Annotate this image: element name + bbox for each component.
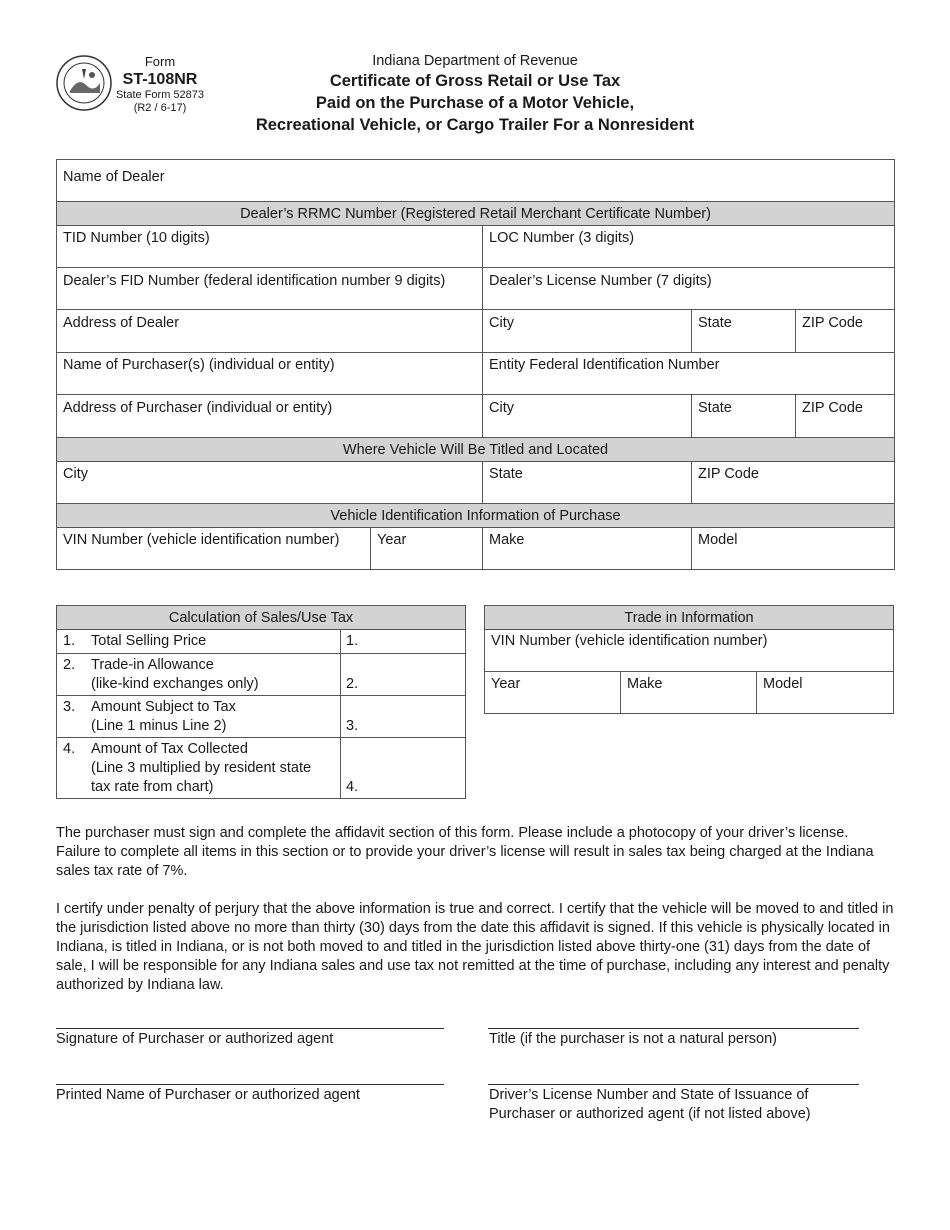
trade-make-field[interactable]: [620, 671, 757, 714]
dealer-state-label: State: [698, 315, 732, 331]
certification-paragraph: I certify under penalty of perjury that the above information is true and correct. I certify that the vehicle will be moved to and titled in the jurisdiction listed above no more than thirty (30) days from the date this affidavit is signed. If this vehicle is physically located in Indiana, is titled in Indiana, or is not both moved to and titled in the jurisdiction listed above thirty-one (31) days from the date of sale, I will be responsible for any Indiana sales and use tax not remitted at the time of purchase, including any interest and penalty authorized by Indiana law.: [56, 901, 894, 993]
trade-make-label: Make: [627, 676, 663, 692]
trade-in-allowance-input[interactable]: [340, 653, 466, 696]
purchaser-name-field[interactable]: [56, 352, 483, 395]
dealer-name-field[interactable]: [56, 159, 895, 202]
vehicle-vin-field[interactable]: [56, 527, 371, 570]
tax-collected-input[interactable]: [340, 737, 466, 799]
loc-number-field[interactable]: [482, 225, 895, 268]
vehicle-year-field[interactable]: [370, 527, 483, 570]
title-line-1: Certificate of Gross Retail or Use Tax: [329, 72, 621, 90]
trade-model-label: Model: [763, 676, 803, 692]
trade-year-label: Year: [491, 676, 521, 692]
trade-vin-field[interactable]: [484, 629, 894, 672]
purchaser-name-label: Name of Purchaser(s) (individual or entity): [63, 357, 335, 373]
vehicle-model-field[interactable]: [691, 527, 895, 570]
title-label: Title (if the purchaser is not a natural person): [489, 1031, 777, 1047]
title-line-3: Recreational Vehicle, or Cargo Trailer For a Nonresident: [255, 116, 695, 134]
calc-row-4-text-2: (Line 3 multiplied by resident state: [91, 760, 312, 776]
trade-section-header: [484, 605, 894, 630]
titled-zip-field[interactable]: [691, 461, 895, 504]
vehicle-year-label: Year: [377, 532, 407, 548]
dealer-address-label: Address of Dealer: [63, 315, 180, 331]
purchaser-address-label: Address of Purchaser (individual or entity): [63, 400, 333, 416]
signature-line[interactable]: [56, 1028, 444, 1029]
calc-row-2-text-2: (like-kind exchanges only): [91, 676, 259, 692]
purchaser-zip-label: ZIP Code: [802, 400, 863, 416]
trade-header-label: Trade in Information: [624, 610, 754, 626]
purchaser-zip-field[interactable]: [795, 394, 895, 438]
instructions-paragraph: The purchaser must sign and complete the affidavit section of this form. Please include a photocopy of your driver’s license. Failure to complete all items in this section or to provide your driver’s license will result in sales tax being charged at the Indiana sales tax rate of 7%.: [56, 825, 874, 879]
drivers-license-label-line-1: Driver’s License Number and State of Issuance of: [489, 1087, 809, 1103]
calc-box-3-number: 3.: [346, 718, 359, 734]
signature-label: Signature of Purchaser or authorized agent: [56, 1031, 334, 1047]
calc-box-1-number: 1.: [346, 633, 359, 649]
titled-state-label: State: [489, 466, 523, 482]
calc-row-1-text: Total Selling Price: [91, 633, 207, 649]
entity-fein-label: Entity Federal Identification Number: [489, 357, 720, 373]
trade-year-field[interactable]: [484, 671, 621, 714]
titled-city-label: City: [63, 466, 88, 482]
vehicle-header-label: Vehicle Identification Information of Purchase: [330, 508, 621, 524]
calc-row-2-label: [56, 653, 341, 696]
calc-row-3-text-2: (Line 1 minus Line 2): [91, 718, 227, 734]
vehicle-section-header: [56, 503, 895, 528]
title-line[interactable]: [488, 1028, 859, 1029]
license-label: Dealer’s License Number (7 digits): [489, 273, 712, 289]
form-title: [180, 53, 770, 136]
calc-row-4-number: 4.: [63, 741, 76, 757]
title-line-2: Paid on the Purchase of a Motor Vehicle,: [315, 94, 635, 112]
dealer-fid-field[interactable]: [56, 267, 483, 310]
vehicle-make-label: Make: [489, 532, 525, 548]
calc-row-3-label: [56, 695, 341, 738]
titled-zip-label: ZIP Code: [698, 466, 759, 482]
form-word: Form: [144, 54, 176, 69]
total-selling-price-input[interactable]: [340, 629, 466, 654]
calc-row-3-number: 3.: [63, 699, 76, 715]
printed-name-line[interactable]: [56, 1084, 444, 1085]
vehicle-vin-label: VIN Number (vehicle identification number): [63, 532, 340, 548]
drivers-license-label-line-2: Purchaser or authorized agent (if not listed above): [489, 1106, 811, 1122]
calc-row-1-label: [56, 629, 341, 654]
dealer-state-field[interactable]: [691, 309, 796, 353]
dealer-city-field[interactable]: [482, 309, 692, 353]
titled-state-field[interactable]: [482, 461, 692, 504]
calc-row-2-text-1: Trade-in Allowance: [91, 657, 214, 673]
calc-row-3-text-1: Amount Subject to Tax: [91, 699, 236, 715]
rrmc-header-label: Dealer’s RRMC Number (Registered Retail Merchant Certificate Number): [240, 206, 711, 222]
form-number: ST-108NR: [122, 70, 198, 88]
purchaser-state-label: State: [698, 400, 732, 416]
department-name: Indiana Department of Revenue: [372, 53, 578, 69]
purchaser-city-field[interactable]: [482, 394, 692, 438]
state-seal-icon: [56, 55, 112, 111]
vehicle-model-label: Model: [698, 532, 738, 548]
purchaser-city-label: City: [489, 400, 514, 416]
vehicle-make-field[interactable]: [482, 527, 692, 570]
tid-number-field[interactable]: [56, 225, 483, 268]
printed-name-label: Printed Name of Purchaser or authorized agent: [56, 1087, 360, 1103]
dealer-city-label: City: [489, 315, 514, 331]
calc-row-4-label: [56, 737, 341, 799]
calc-row-1-number: 1.: [63, 633, 76, 649]
dealer-license-field[interactable]: [482, 267, 895, 310]
titled-header-label: Where Vehicle Will Be Titled and Located: [342, 442, 609, 458]
rrmc-section-header: [56, 201, 895, 226]
trade-model-field[interactable]: [756, 671, 894, 714]
titled-section-header: [56, 437, 895, 462]
purchaser-address-field[interactable]: [56, 394, 483, 438]
amount-subject-to-tax-input[interactable]: [340, 695, 466, 738]
form-revision: (R2 / 6-17): [133, 101, 187, 114]
purchaser-state-field[interactable]: [691, 394, 796, 438]
calc-header-label: Calculation of Sales/Use Tax: [168, 610, 354, 626]
calc-section-header: [56, 605, 466, 630]
drivers-license-label: [489, 1086, 811, 1124]
entity-fein-field[interactable]: [482, 352, 895, 395]
calc-row-4-text-3: tax rate from chart): [91, 779, 214, 795]
dealer-name-label: Name of Dealer: [63, 169, 165, 185]
dealer-zip-label: ZIP Code: [802, 315, 863, 331]
trade-vin-label: VIN Number (vehicle identification number): [491, 633, 768, 649]
fid-label: Dealer’s FID Number (federal identification number 9 digits): [63, 273, 446, 289]
dealer-address-field[interactable]: [56, 309, 483, 353]
calc-row-4-text-1: Amount of Tax Collected: [91, 741, 248, 757]
dealer-zip-field[interactable]: [795, 309, 895, 353]
state-form-number: State Form 52873: [115, 88, 205, 101]
titled-city-field[interactable]: [56, 461, 483, 504]
loc-label: LOC Number (3 digits): [489, 230, 635, 246]
calc-box-4-number: 4.: [346, 779, 359, 795]
calc-row-2-number: 2.: [63, 657, 76, 673]
tid-label: TID Number (10 digits): [63, 230, 210, 246]
drivers-license-line[interactable]: [488, 1084, 859, 1085]
calc-box-2-number: 2.: [346, 676, 359, 692]
